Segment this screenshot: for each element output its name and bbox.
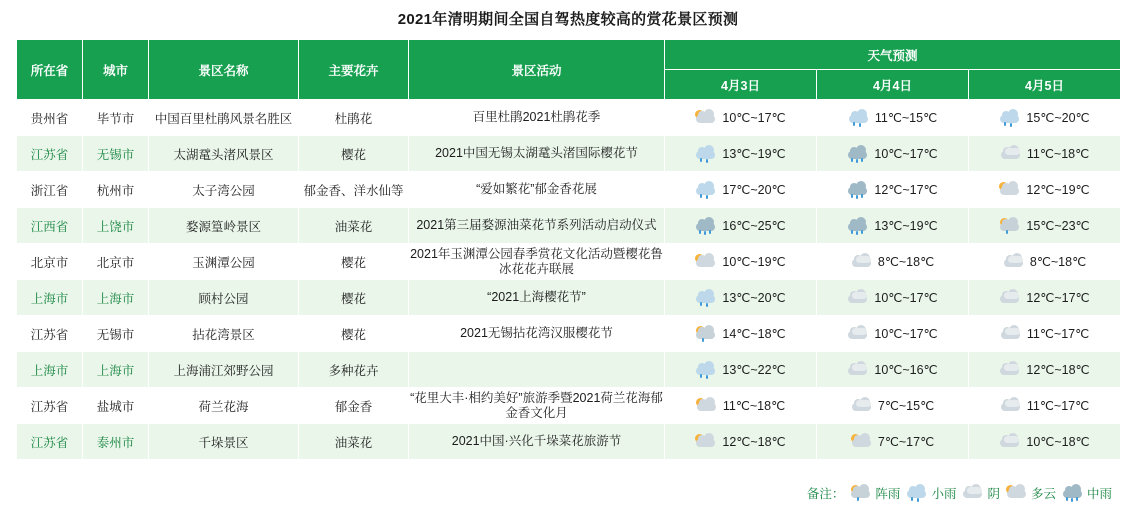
weather-yin-icon (1000, 326, 1022, 342)
cloud-shape-secondary (1004, 364, 1019, 371)
temperature-range: 10℃~17℃ (874, 327, 938, 341)
weather-xiaoyu-icon (695, 290, 717, 306)
raindrop (856, 195, 858, 199)
legend-item-label: 多云 (1030, 487, 1056, 501)
col-header-day1: 4月3日 (665, 70, 817, 100)
weather-zhongyu-icon (695, 218, 717, 234)
cell-weather-day2 (817, 424, 969, 460)
legend-item (1006, 484, 1056, 502)
weather-yin-icon (999, 434, 1021, 450)
cell-weather-day3 (969, 244, 1121, 280)
weather-duoyun-icon (695, 434, 717, 450)
weather-yin-icon (1000, 398, 1022, 414)
cell-flower: 樱花 (299, 316, 409, 352)
cloud-shape (696, 151, 715, 159)
table-row (17, 424, 1121, 460)
temperature-range: 14℃~18℃ (722, 327, 786, 341)
cell-flower: 多种花卉 (299, 352, 409, 388)
temperature-range: 8℃~18℃ (877, 255, 935, 269)
cell-flower: 油菜花 (299, 424, 409, 460)
temperature-range: 10℃~19℃ (722, 255, 786, 269)
cell-weather-day3 (969, 100, 1121, 136)
table-row (17, 316, 1121, 352)
raindrop (706, 375, 708, 379)
weather-yin-icon (999, 290, 1021, 306)
raindrop (1066, 497, 1068, 501)
cell-weather-day3 (969, 388, 1121, 424)
cloud-shape (851, 490, 870, 498)
temperature-range: 13℃~19℃ (874, 219, 938, 233)
table-row (17, 352, 1121, 388)
cloud-shape-secondary (852, 292, 867, 299)
cell-spot: 玉渊潭公园 (149, 244, 299, 280)
cell-spot: 中国百里杜鹃风景名胜区 (149, 100, 299, 136)
page-title: 2021年清明期间全国自驾热度较高的赏花景区预测 (397, 11, 739, 28)
table-body (17, 100, 1121, 460)
cell-activity: 2021第三届婺源油菜花节系列活动启动仪式 (409, 208, 665, 244)
cloud-shape (696, 187, 715, 195)
cloud-shape (1000, 187, 1019, 195)
temperature-range: 7℃~17℃ (877, 435, 935, 449)
cell-city: 北京市 (83, 244, 149, 280)
cloud-shape-secondary (852, 328, 867, 335)
temperature-range: 12℃~18℃ (722, 435, 786, 449)
cell-city: 上饶市 (83, 208, 149, 244)
cloud-shape (696, 115, 715, 123)
weather-yin-icon (999, 362, 1021, 378)
weather-duoyun-icon (696, 398, 718, 414)
legend-item (962, 484, 1000, 502)
cell-weather-day1 (665, 100, 817, 136)
temperature-range: 12℃~19℃ (1026, 183, 1090, 197)
col-header-activity: 景区活动 (409, 40, 665, 100)
table-row (17, 208, 1121, 244)
temperature-range: 7℃~15℃ (877, 399, 935, 413)
cell-province: 江苏省 (17, 388, 83, 424)
cell-activity: “2021上海樱花节” (409, 280, 665, 316)
temperature-range: 10℃~17℃ (874, 147, 938, 161)
cloud-shape-secondary (967, 487, 982, 494)
cell-weather-day1 (665, 208, 817, 244)
temperature-range: 8℃~18℃ (1029, 255, 1087, 269)
weather-duoyun-icon (1006, 485, 1028, 501)
cloud-shape (852, 439, 871, 447)
legend-item (850, 484, 900, 502)
weather-xiaoyu-icon (695, 182, 717, 198)
raindrop (1071, 498, 1073, 502)
legend-item-label: 中雨 (1086, 487, 1112, 501)
legend (807, 484, 1118, 502)
cell-city: 上海市 (83, 352, 149, 388)
cell-province: 江苏省 (17, 316, 83, 352)
weather-yin-icon (847, 326, 869, 342)
legend-item-label: 阴 (987, 487, 1000, 501)
cell-province: 上海市 (17, 280, 83, 316)
cell-province: 江西省 (17, 208, 83, 244)
cell-activity: 2021无锡拈花湾汉服樱花节 (409, 316, 665, 352)
cell-city: 无锡市 (83, 316, 149, 352)
weather-xiaoyu-icon (848, 110, 870, 126)
cell-weather-day2 (817, 280, 969, 316)
cloud-shape-secondary (856, 256, 871, 263)
weather-zhenyu-icon (999, 218, 1021, 234)
cell-flower: 郁金香 (299, 388, 409, 424)
weather-yin-icon (962, 485, 984, 501)
cell-weather-day2 (817, 208, 969, 244)
cell-spot: 太子湾公园 (149, 172, 299, 208)
cell-province: 贵州省 (17, 100, 83, 136)
table-head (17, 40, 1121, 100)
cloud-shape (696, 259, 715, 267)
table-row (17, 172, 1121, 208)
cell-weather-day2 (817, 172, 969, 208)
temperature-range: 13℃~22℃ (722, 363, 786, 377)
cell-flower: 樱花 (299, 244, 409, 280)
temperature-range: 10℃~18℃ (1026, 435, 1090, 449)
col-header-day2: 4月4日 (817, 70, 969, 100)
temperature-range: 11℃~15℃ (874, 111, 938, 125)
cloud-shape-secondary (1004, 292, 1019, 299)
cell-spot: 荷兰花海 (149, 388, 299, 424)
cell-flower: 樱花 (299, 136, 409, 172)
temperature-range: 12℃~17℃ (874, 183, 938, 197)
cell-weather-day1 (665, 172, 817, 208)
cell-weather-day1 (665, 352, 817, 388)
cell-province: 浙江省 (17, 172, 83, 208)
cell-city: 杭州市 (83, 172, 149, 208)
raindrop (853, 122, 855, 126)
cloud-shape-secondary (1005, 400, 1020, 407)
temperature-range: 10℃~17℃ (874, 291, 938, 305)
cell-weather-day2 (817, 316, 969, 352)
cell-spot: 顾村公园 (149, 280, 299, 316)
cell-activity: “爱如繁花”郁金香花展 (409, 172, 665, 208)
cell-spot: 千垛景区 (149, 424, 299, 460)
cell-weather-day2 (817, 136, 969, 172)
cloud-shape-secondary (1005, 328, 1020, 335)
raindrop (704, 231, 706, 235)
cell-city: 毕节市 (83, 100, 149, 136)
cell-weather-day2 (817, 388, 969, 424)
cell-weather-day3 (969, 316, 1121, 352)
cell-weather-day3 (969, 424, 1121, 460)
legend-item (1062, 484, 1112, 502)
cell-province: 江苏省 (17, 136, 83, 172)
weather-zhongyu-icon (847, 218, 869, 234)
cloud-shape (696, 439, 715, 447)
table-row (17, 100, 1121, 136)
cloud-shape (849, 115, 868, 123)
temperature-range: 13℃~20℃ (722, 291, 786, 305)
cell-activity (409, 352, 665, 388)
cloud-shape (696, 295, 715, 303)
cell-spot: 上海浦江郊野公园 (149, 352, 299, 388)
raindrop (917, 498, 919, 502)
weather-zhenyu-icon (850, 485, 872, 501)
cell-city: 上海市 (83, 280, 149, 316)
weather-yin-icon (1000, 146, 1022, 162)
cell-weather-day3 (969, 208, 1121, 244)
cell-activity: 2021中国·兴化千垛菜花旅游节 (409, 424, 665, 460)
weather-zhenyu-icon (695, 326, 717, 342)
cell-weather-day3 (969, 172, 1121, 208)
cloud-shape (697, 403, 716, 411)
cell-weather-day2 (817, 100, 969, 136)
cell-weather-day2 (817, 244, 969, 280)
temperature-range: 15℃~23℃ (1026, 219, 1090, 233)
cell-weather-day1 (665, 244, 817, 280)
raindrop (1076, 497, 1078, 501)
cell-activity: 百里杜鹃2021杜鹃花季 (409, 100, 665, 136)
cloud-shape (696, 367, 715, 375)
cloud-shape-secondary (1008, 256, 1023, 263)
weather-yin-icon (847, 362, 869, 378)
weather-duoyun-icon (695, 254, 717, 270)
table-row (17, 244, 1121, 280)
weather-xiaoyu-icon (695, 146, 717, 162)
temperature-range: 12℃~17℃ (1026, 291, 1090, 305)
weather-xiaoyu-icon (999, 110, 1021, 126)
cell-weather-day3 (969, 352, 1121, 388)
raindrop (856, 159, 858, 163)
legend-item-label: 阵雨 (875, 487, 901, 501)
cloud-shape (1000, 223, 1019, 231)
legend-item (906, 484, 956, 502)
legend-item-label: 小雨 (931, 487, 957, 501)
col-header-flower: 主要花卉 (299, 40, 409, 100)
cell-spot: 婺源篁岭景区 (149, 208, 299, 244)
cell-province: 上海市 (17, 352, 83, 388)
table-row (17, 280, 1121, 316)
temperature-range: 13℃~19℃ (722, 147, 786, 161)
temperature-range: 11℃~18℃ (1026, 147, 1090, 161)
cloud-shape (1007, 490, 1026, 498)
cell-weather-day1 (665, 424, 817, 460)
col-header-day3: 4月5日 (969, 70, 1121, 100)
weather-duoyun-icon (695, 110, 717, 126)
cell-weather-day1 (665, 136, 817, 172)
temperature-range: 12℃~18℃ (1026, 363, 1090, 377)
col-header-city: 城市 (83, 40, 149, 100)
cell-weather-day3 (969, 280, 1121, 316)
cloud-shape (907, 490, 926, 498)
table-row (17, 388, 1121, 424)
cell-weather-day1 (665, 316, 817, 352)
cell-weather-day3 (969, 136, 1121, 172)
cell-province: 北京市 (17, 244, 83, 280)
cell-weather-day2 (817, 352, 969, 388)
cell-weather-day1 (665, 280, 817, 316)
temperature-range: 10℃~17℃ (722, 111, 786, 125)
weather-duoyun-icon (851, 434, 873, 450)
temperature-range: 11℃~17℃ (1026, 399, 1090, 413)
cell-city: 盐城市 (83, 388, 149, 424)
weather-yin-icon (851, 254, 873, 270)
col-header-province: 所在省 (17, 40, 83, 100)
raindrop (706, 303, 708, 307)
cloud-shape-secondary (852, 364, 867, 371)
weather-yin-icon (851, 398, 873, 414)
cloud-shape-secondary (1005, 148, 1020, 155)
weather-duoyun-icon (999, 182, 1021, 198)
cell-flower: 郁金香、洋水仙等 (299, 172, 409, 208)
cell-weather-day1 (665, 388, 817, 424)
col-header-spot: 景区名称 (149, 40, 299, 100)
temperature-range: 15℃~20℃ (1026, 111, 1090, 125)
cell-flower: 油菜花 (299, 208, 409, 244)
raindrop (706, 159, 708, 163)
cell-city: 无锡市 (83, 136, 149, 172)
weather-xiaoyu-icon (906, 485, 928, 501)
weather-zhongyu-icon (1062, 485, 1084, 501)
raindrop (1010, 123, 1012, 127)
cell-city: 泰州市 (83, 424, 149, 460)
raindrop (856, 231, 858, 235)
weather-zhongyu-icon (847, 146, 869, 162)
cloud-shape-secondary (1004, 436, 1019, 443)
cell-activity: 2021中国无锡太湖鼋头渚国际樱花节 (409, 136, 665, 172)
temperature-range: 11℃~17℃ (1026, 327, 1090, 341)
cloud-shape-secondary (856, 400, 871, 407)
weather-yin-icon (847, 290, 869, 306)
forecast-table (16, 39, 1121, 460)
weather-zhongyu-icon (847, 182, 869, 198)
temperature-range: 10℃~16℃ (874, 363, 938, 377)
weather-yin-icon (1003, 254, 1025, 270)
raindrop (859, 123, 861, 127)
cell-flower: 杜鹃花 (299, 100, 409, 136)
weather-xiaoyu-icon (695, 362, 717, 378)
cell-spot: 拈花湾景区 (149, 316, 299, 352)
cell-activity: 2021年玉渊潭公园春季赏花文化活动暨樱花鲁冰花花卉联展 (409, 244, 665, 280)
temperature-range: 17℃~20℃ (722, 183, 786, 197)
cell-province: 江苏省 (17, 424, 83, 460)
cloud-shape (696, 331, 715, 339)
raindrop (706, 195, 708, 199)
table-row (17, 136, 1121, 172)
cloud-shape (1000, 115, 1019, 123)
temperature-range: 11℃~18℃ (722, 399, 786, 413)
temperature-range: 16℃~25℃ (722, 219, 786, 233)
legend-label: 备注： (806, 487, 845, 501)
cell-activity: “花里大丰·相约美好”旅游季暨2021荷兰花海郁金香文化月 (409, 388, 665, 424)
col-header-weather-group: 天气预测 (665, 40, 1121, 70)
cell-flower: 樱花 (299, 280, 409, 316)
cell-spot: 太湖鼋头渚风景区 (149, 136, 299, 172)
